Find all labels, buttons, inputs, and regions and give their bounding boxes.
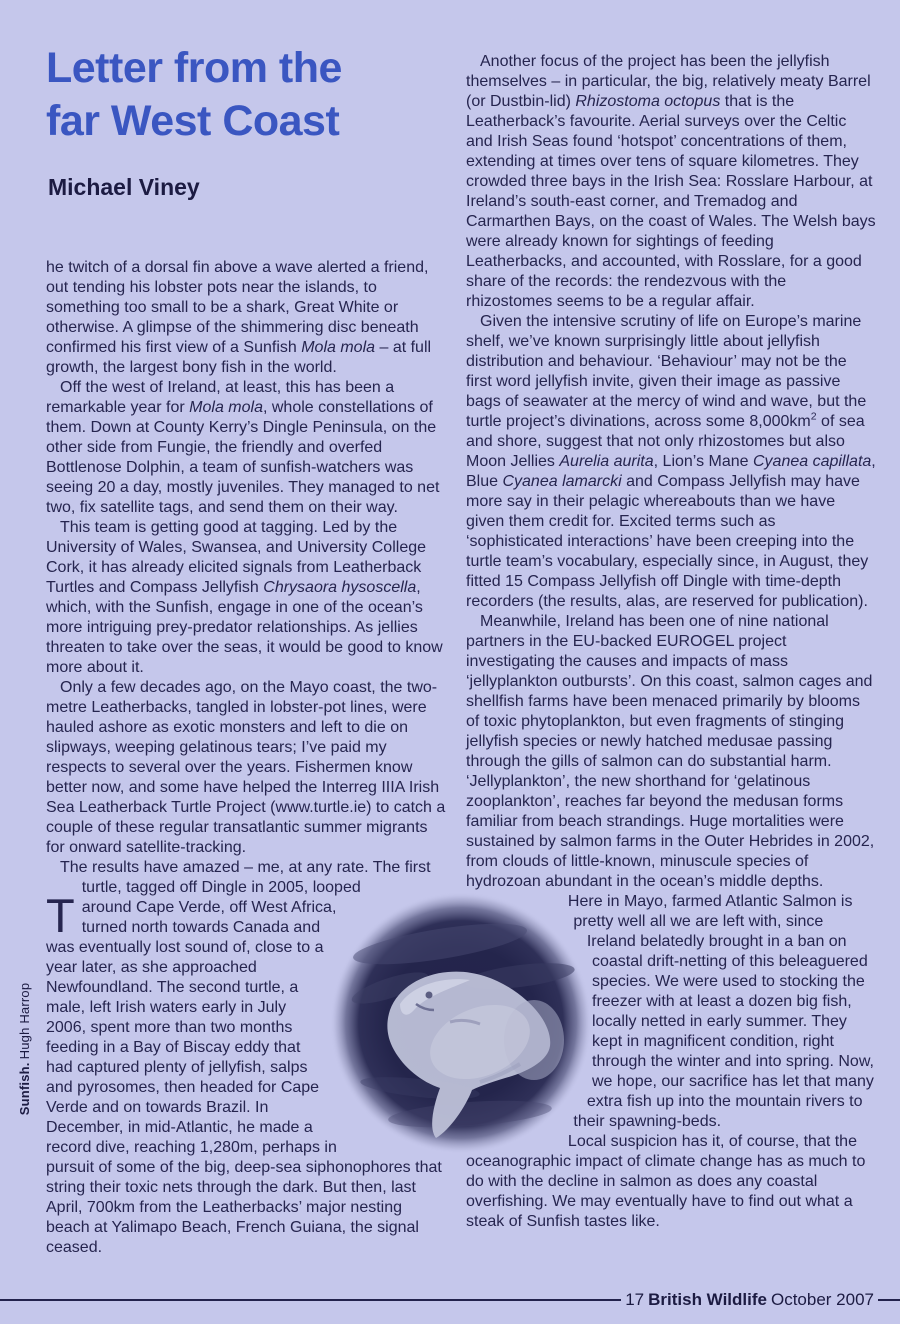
footer-text — [621, 1290, 878, 1310]
photo-credit-subject: Sunfish. — [17, 1062, 32, 1116]
title-line-2: far West Coast — [46, 97, 340, 145]
paragraph-text: Local suspicion has it, of course, that the oceanographic impact of climate change has as much to do with the decline in salmon as does any coastal overfishing. We may eventually have to find out what a steak of Sunfish tastes like. — [466, 1133, 866, 1230]
paragraph-text: The results have amazed – me, at any rate. The first turtle, tagged off Dingle in 2005, looped around Cape Verde, off West Africa, turned north towards Canada and was eventually lost sound of, close to a year later, as she approached Newfoundland. The second turtle, a male, left Irish waters early in July 2006, spent more than two months feeding in a Bay of Biscay eddy that had captured plenty of jellyfish, salps and pyrosomes, then headed for Cape Verde and on towards Brazil. In December, in mid-Atlantic, he made a record dive, reaching 1,280m, perhaps in pursuit of some of the big, deep-sea siphonophores that string their toxic nets through the dark. But then, last April, 700km from the Leatherbacks’ major nesting beach at Yalimapo Beach, French Guiana, the signal ceased. — [46, 859, 442, 1256]
sunfish-photo — [330, 892, 592, 1154]
paragraph-text: Off the west of Ireland, at least, this has been a remarkable year for Mola mola, whole constellations of them. Down at County Kerry’s Dingle Peninsula, on the other side from Fungie, the friendly and overfed Bottlenose Dolphin, a team of sunfish-watchers was seeing 20 a day, mostly juveniles. They managed to net two, fix satellite tags, and send them on their way. — [46, 379, 440, 516]
photo-credit — [17, 949, 35, 1149]
page-footer — [0, 1289, 900, 1311]
paragraph — [46, 678, 446, 858]
paragraph — [466, 312, 876, 612]
photo-credit-name: Hugh Harrop — [17, 982, 32, 1060]
author-byline: Michael Viney — [48, 174, 200, 200]
footer-rule-left — [0, 1299, 621, 1301]
article-header — [46, 42, 466, 201]
paragraph-text: Another focus of the project has been the jellyfish themselves – in particular, the big, relatively meaty Barrel (or Dustbin-lid) Rhizostoma octopus that is the Leatherback’s favourite. Aerial surveys over the Celtic and Irish Seas found ‘hotspot’ concentrations of them, extending at times over tens of square kilometres. They crowded three bays in the Irish Sea: Rosslare Harbour, at Ireland’s south-east corner, and Tremadog and Carmarthen Bays, on the coast of Wales. The Welsh bays were already known for sightings of feeding Leatherbacks, and accounted, with Rosslare, for a good share of the records: the rendezvous with the rhizostomes seems to be a regular affair. — [466, 53, 876, 310]
paragraph-text: This team is getting good at tagging. Led by the University of Wales, Swansea, and University College Cork, it has already elicited signals from Leatherback Turtles and Compass Jellyfish Chrysaora hysoscella, which, with the Sunfish, engage in one of the ocean’s more intriguing prey-predator relationships. As jellies threaten to take over the seas, it would be good to know more about it. — [46, 519, 443, 676]
paragraph — [46, 378, 446, 518]
footer-rule-right — [878, 1299, 900, 1301]
sunfish-photo-image — [330, 892, 592, 1154]
paragraph-text: Given the intensive scrutiny of life on Europe’s marine shelf, we’ve known surprisingly little about jellyfish distribution and behaviour. ‘Behaviour’ may not be the first word jellyfish invite, given their image as passive bags of seawater at the mercy of wind and wave, but the turtle project’s divinations, across some $8,000km^2$ of sea and shore, suggest that not only rhizostomes but also Moon Jellies Aurelia aurita, Lion’s Mane Cyanea capillata, Blue Cyanea lamarcki and Compass Jellyfish may have more say in their pelagic whereabouts than we have given them credit for. Excited terms such as ‘sophisticated interactions’ have been creeping into the turtle team’s vocabulary, especially since, in August, they fitted 15 Compass Jellyfish off Dingle with time-depth recorders (the results, alas, are reserved for publication). — [466, 313, 876, 610]
paragraph-text: Only a few decades ago, on the Mayo coast, the two-metre Leatherbacks, tangled in lobster-pot lines, were hauled ashore as exotic monsters and left to die on slipways, weeping gelatinous tears; I’ve paid my respects to several over the years. Fishermen know better now, and some have helped the Interreg IIIA Irish Sea Leatherback Turtle Project (www.turtle.ie) to catch a couple of these regular transatlantic summer migrants for onward satellite-tracking. — [46, 679, 446, 856]
issue-date: October 2007 — [770, 1290, 874, 1309]
magazine-title: British Wildlife — [648, 1290, 767, 1309]
paragraph-text: Here in Mayo, farmed Atlantic Salmon is pretty well all we are left with, since Ireland belatedly brought in a ban on coastal drift-netting of this beleaguered species. We were used to stocking the freezer with at least a dozen big fish, locally netted in early summer. They kept in magnificent condition, right through the winter and into spring. Now, we hope, our sacrifice has let that many extra fish up into the mountain rivers to their spawning-beds. — [567, 893, 874, 1130]
paragraph — [46, 518, 446, 678]
paragraph — [466, 612, 876, 892]
paragraph — [466, 52, 876, 312]
paragraph-text: he twitch of a dorsal fin above a wave alerted a friend, out tending his lobster pots near the islands, to something too small to be a shark, Great White or otherwise. A glimpse of the shimmering disc beneath confirmed his first view of a Sunfish Mola mola – at full growth, the largest bony fish in the world. — [46, 259, 432, 376]
title-line-1: Letter from the — [46, 44, 342, 92]
paragraph-text: Meanwhile, Ireland has been one of nine national partners in the EU-backed EUROGEL project investigating the causes and impacts of mass ‘jellyplankton outbursts’. On this coast, salmon cages and shellfish farms have been menaced primarily by blooms of toxic phytoplankton, but even fragments of stinging jellyfish species or newly hatched medusae passing through the gills of salmon can do substantial harm. ‘Jellyplankton’, the new shorthand for ‘gelatinous zooplankton’, reaches far beyond the medusan forms familiar from beach strandings. Huge mortalities were sustained by salmon farms in the Outer Hebrides in 2002, from clouds of little-known, minuscule species of hydrozoan abundant in the ocean’s middle depths. — [466, 613, 875, 890]
drop-cap: T — [46, 889, 75, 942]
page-number: 17 — [625, 1290, 645, 1309]
page-title — [46, 42, 466, 148]
